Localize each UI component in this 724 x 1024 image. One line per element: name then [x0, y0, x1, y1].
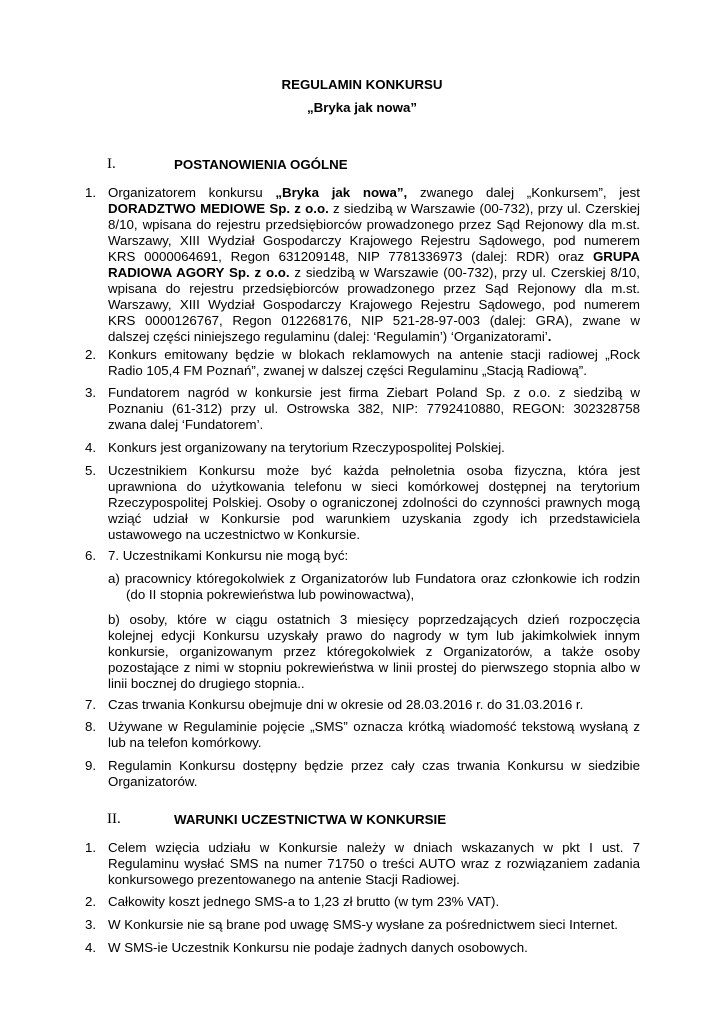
text-line: 8/10, wpisana do rejestru przedsiębiorców prowadzonego przez Sąd Rejonowy dla m.st.: [108, 217, 640, 232]
list-item-2: [85, 894, 640, 910]
item-number: 1.: [85, 840, 97, 855]
company-name: GRUPA: [592, 249, 640, 264]
list-item-6: [85, 548, 640, 564]
item-number: 3.: [85, 385, 97, 400]
list-item-9: [85, 758, 640, 790]
text-line: Używane w Regulaminie pojęcie „SMS” oznacza krótką wiadomość tekstową wysłaną z: [108, 719, 640, 734]
item-text: [108, 185, 640, 345]
list-item-7: [85, 697, 640, 713]
text-line: Celem wzięcia udziału w Konkursie należy w dniach wskazanych w pkt I ust. 7: [108, 840, 640, 855]
list-item-1: [85, 840, 640, 888]
item-text: [108, 940, 640, 956]
text-line: Warszawy, XIII Wydział Gospodarczy Krajowego Rejestru Sądowego, pod numerem: [108, 233, 640, 248]
item-number: 4.: [85, 940, 97, 955]
text: .: [547, 329, 552, 344]
item-text: [108, 758, 640, 790]
item-number: 7.: [85, 697, 97, 712]
text-line: Regulaminu wysłać SMS na numer 71750 o treści AUTO wraz z rozwiązaniem zadania: [108, 856, 640, 871]
text-line: KRS 0000126767, Regon 012268176, NIP 521-28-97-003 (dalej: GRA), zwane w: [108, 313, 640, 328]
list-item-3: [85, 385, 640, 433]
item-text: [108, 548, 640, 564]
text-line: kolejnej edycji Konkursu uzyskały prawo do nagrody w tym lub jakimkolwiek innym: [108, 628, 640, 643]
item-text: [108, 440, 640, 456]
item-number: 5.: [85, 463, 97, 478]
text-line: W Konkursie nie są brane pod uwagę SMS-y wysłane za pośrednictwem sieci Internet.: [108, 917, 618, 932]
text: Organizatorem konkursu: [108, 185, 276, 200]
document-subtitle: „Bryka jak nowa”: [306, 100, 418, 115]
item-text: [108, 894, 640, 910]
section-title: POSTANOWIENIA OGÓLNE: [174, 157, 348, 172]
text-line: ustawowego na uczestnictwo w Konkursie.: [108, 527, 361, 542]
text-line: W SMS-ie Uczestnik Konkursu nie podaje żadnych danych osobowych.: [108, 940, 528, 955]
item-number: 3.: [85, 917, 97, 932]
text-line: linii bocznej do drugiego stopnia..: [108, 676, 305, 691]
item-text: [108, 385, 640, 433]
text: zwanego dalej „Konkursem”, jest: [407, 185, 640, 200]
text-line: konkursowego prezentowanego na antenie Stacji Radiowej.: [108, 872, 460, 887]
list-item-4: [85, 440, 640, 456]
list-item-2: [85, 347, 640, 379]
text-line: wpisana do rejestru przedsiębiorców prowadzonego przez Sąd Rejonowy dla m.st.: [108, 281, 640, 296]
item-number: 9.: [85, 758, 97, 773]
text-line: wziąć udział w Konkursie pod warunkiem uzyskania zgody ich przedstawiciela: [108, 511, 640, 526]
text: z siedzibą w Warszawie (00-732), przy ul. Czerskiej 8/10,: [289, 265, 640, 280]
text-line: Poznaniu (61-312) przy ul. Ostrowska 382, NIP: 7792410880, REGON: 302328758: [108, 401, 640, 416]
item-text: [108, 719, 640, 751]
item-text: [108, 463, 640, 543]
contest-name: „Bryka jak nowa”,: [275, 185, 408, 200]
list-item-3: [85, 917, 640, 933]
text-line: Uczestnikiem Konkursu może być każda pełnoletnia osoba fizyczna, która jest: [108, 463, 640, 478]
text-line: a) pracownicy któregokolwiek z Organizatorów lub Fundatora oraz członkowie ich rodzin: [108, 571, 640, 586]
sub-item-a: [108, 571, 640, 603]
document-title: REGULAMIN KONKURSU: [281, 77, 443, 92]
section-number: I.: [107, 156, 116, 172]
text-line: 7. Uczestnikami Konkursu nie mogą być:: [108, 548, 349, 563]
text-line: Warszawy, XIII Wydział Gospodarczy Krajowego Rejestru Sądowego, pod numerem: [108, 297, 640, 312]
text-line: pozostające z nimi w stopniu pokrewieństwa w linii prostej do pierwszego stopnia albo w: [108, 660, 640, 675]
text-line: uprawniona do użytkowania telefonu w sieci komórkowej dostępnej na terytorium: [108, 479, 640, 494]
item-text: [108, 840, 640, 888]
text-line: Rzeczypospolitej Polskiej. Osoby o ograniczonej zdolności do czynności prawnych mogą: [108, 495, 640, 510]
text-line: lub na telefon komórkowy.: [108, 735, 262, 750]
item-number: 2.: [85, 347, 97, 362]
item-number: 1.: [85, 185, 97, 200]
text-line: konkursie, organizowanym przez któregokolwiek z Organizatorów, a także osoby: [108, 644, 640, 659]
list-item-8: [85, 719, 640, 751]
text-line: Organizatorów.: [108, 774, 198, 789]
text-line: Konkurs emitowany będzie w blokach reklamowych na antenie stacji radiowej „Rock: [108, 347, 640, 362]
text: dalszej części niniejszego regulaminu (dalej: ‘Regulamin’) ‘Organizatorami’: [108, 329, 548, 344]
text-line: Czas trwania Konkursu obejmuje dni w okresie od 28.03.2016 r. do 31.03.2016 r.: [108, 697, 584, 712]
list-item-4: [85, 940, 640, 956]
list-item-5: [85, 463, 640, 543]
sub-item-b: [108, 612, 640, 692]
item-text: [108, 697, 640, 713]
text-line: Regulamin Konkursu dostępny będzie przez cały czas trwania Konkursu w siedzibie: [108, 758, 640, 773]
text-line: zwana dalej ‘Fundatorem’.: [108, 417, 264, 432]
item-number: 6.: [85, 548, 97, 563]
item-number: 8.: [85, 719, 97, 734]
text-line: Całkowity koszt jednego SMS-a to 1,23 zł brutto (w tym 23% VAT).: [108, 894, 500, 909]
section-title: WARUNKI UCZESTNICTWA W KONKURSIE: [174, 812, 447, 827]
item-number: 2.: [85, 894, 97, 909]
text-line: Fundatorem nagród w konkursie jest firma Ziebart Poland Sp. z o.o. z siedzibą w: [108, 385, 640, 400]
text-line: (do II stopnia pokrewieństwa lub powinowactwa),: [126, 587, 415, 602]
company-name: RADIOWA AGORY Sp. z o.o.: [108, 265, 290, 280]
text-line: Konkurs jest organizowany na terytorium Rzeczypospolitej Polskiej.: [108, 440, 505, 455]
text: z siedzibą w Warszawie (00-732), przy ul. Czerskiej: [328, 201, 641, 216]
company-name: DORADZTWO MEDIOWE Sp. z o.o.: [108, 201, 329, 216]
item-text: [108, 917, 640, 933]
text: KRS 0000064691, Regon 631209148, NIP 7781336973 (dalej: RDR) oraz: [108, 249, 593, 264]
item-number: 4.: [85, 440, 97, 455]
list-item-1: [85, 185, 640, 345]
section-number: II.: [107, 811, 121, 827]
text-line: Radio 105,4 FM Poznań”, zwanej w dalszej części Regulaminu „Stacją Radiową”.: [108, 363, 587, 378]
text-line: b) osoby, które w ciągu ostatnich 3 miesięcy poprzedzających dzień rozpoczęcia: [108, 612, 640, 627]
item-text: [108, 347, 640, 379]
